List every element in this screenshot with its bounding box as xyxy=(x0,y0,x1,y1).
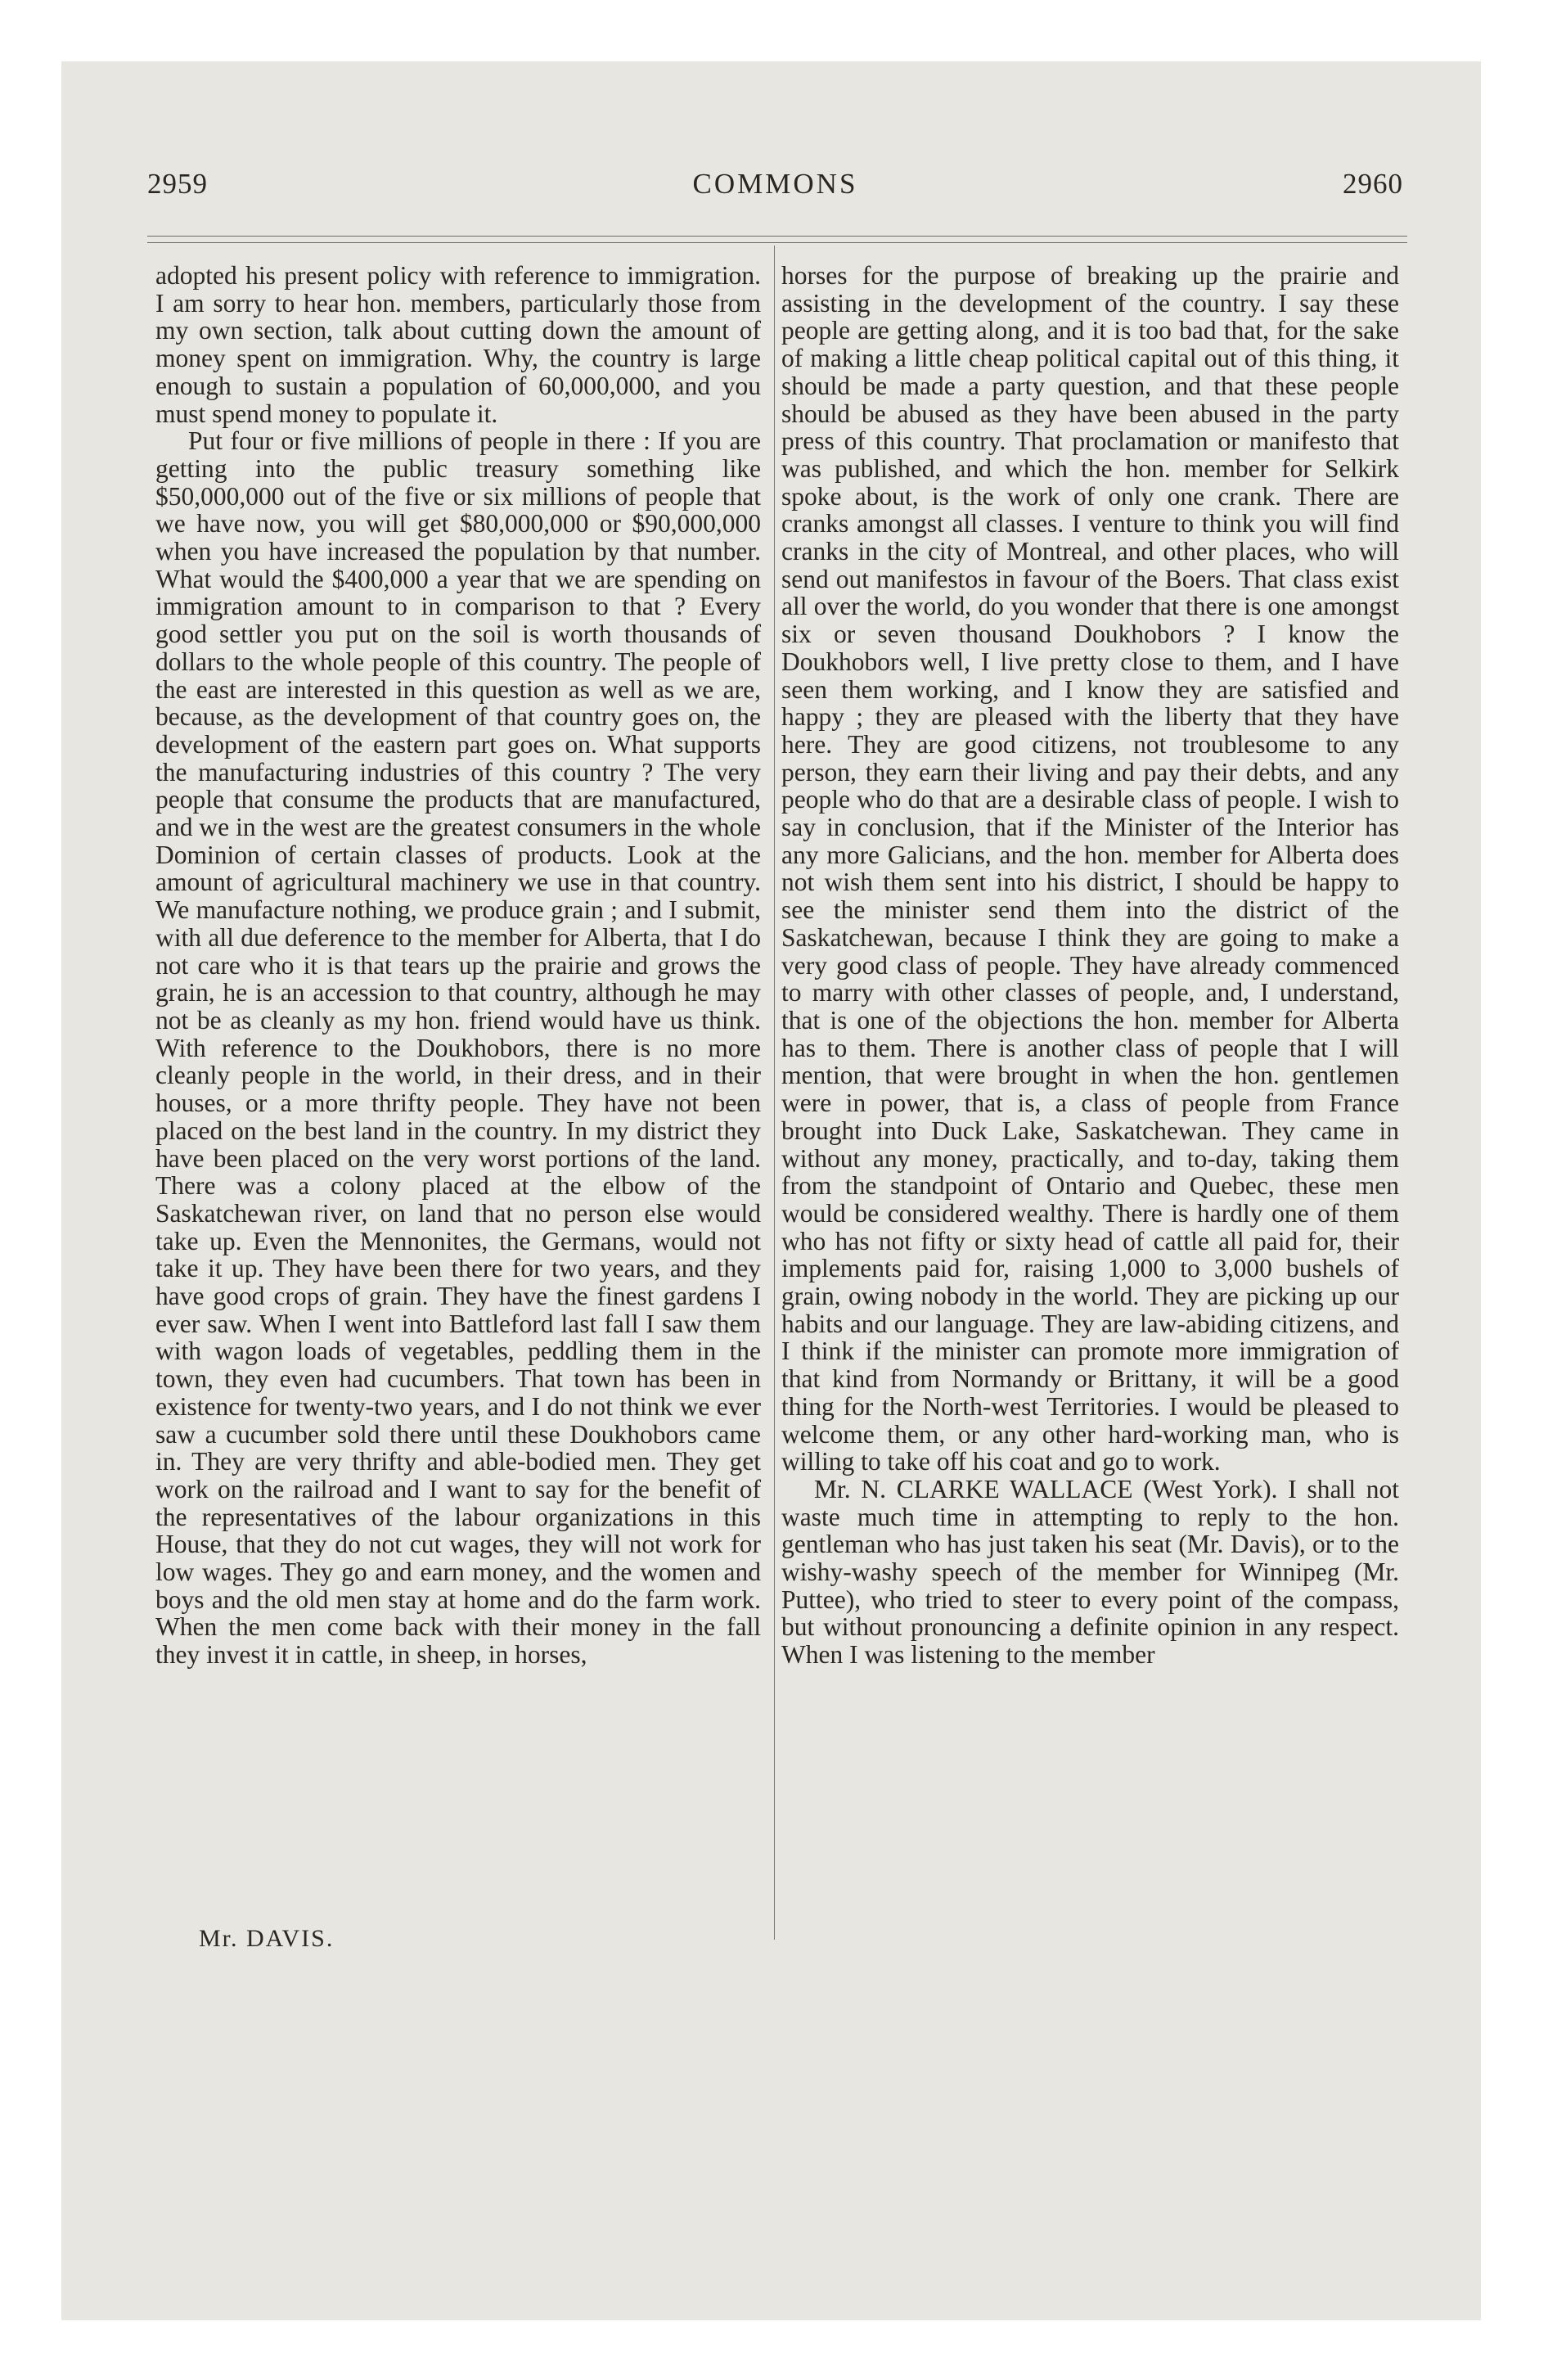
column-divider xyxy=(774,246,775,1940)
left-paragraph-2: Put four or five millions of people in there : If you are getting into the public treasury something like $50,000,000 out of the five or six millions of people that we have now, you will get $80,000,000 or $90,000,000 when you have increased the population by that number. What would the $400,000 a year that we are spending on immigration amount to in comparison to that ? Every good settler you put on the soil is worth thousands of dollars to the whole people of this country. The people of the east are interested in this question as well as we are, because, as the development of that country goes on, the development of the eastern part goes on. What supports the manufacturing industries of this country ? The very people that consume the products that are manufactured, and we in the west are the greatest consumers in the whole Dominion of certain classes of products. Look at the amount of agricultural machinery we use in that country. We manufacture nothing, we produce grain ; and I submit, with all due deference to the member for Alberta, that I do not care who it is that tears up the prairie and grows the grain, he is an accession to that country, although he may not be as cleanly as my hon. friend would have us think. With reference to the Doukhobors, there is no more cleanly people in the world, in their dress, and in their houses, or a more thrifty people. They have not been placed on the best land in the country. In my district they have been placed on the very worst portions of the land. There was a colony placed at the elbow of the Saskatchewan river, on land that no person else would take up. Even the Mennonites, the Germans, would not take it up. They have been there for two years, and they have good crops of grain. They have the finest gardens I ever saw. When I went into Battleford last fall I saw them with wagon loads of vegetables, peddling them in the town, they even had cucumbers. That town has been in existence for twenty-two years, and I do not think we ever saw a cucumber sold there until these Doukhobors came in. They are very thrifty and able-bodied men. They get work on the railroad and I want to say for the benefit of the representatives of the labour organizations in this House, that they do not cut wages, they will not work for low wages. They go and earn money, and the women and boys and the old men stay at home and do the farm work. When the men come back with their money in the fall they invest it in cattle, in sheep, in horses, xyxy=(155,426,761,1670)
page-header xyxy=(147,168,1403,209)
left-paragraph-1: adopted his present policy with reference to immigration. I am sorry to hear hon. members, particularly those from my own section, talk about cutting down the amount of money spent on immigration. Why, the country is large enough to sustain a population of 60,000,000, and you must spend money to populate it. xyxy=(155,261,761,428)
header-rule-bottom xyxy=(147,242,1407,243)
header-rule-top xyxy=(147,236,1407,237)
page-number-left: 2959 xyxy=(147,168,208,200)
right-column xyxy=(781,262,1399,1669)
footer-speaker-name: Mr. DAVIS. xyxy=(199,1925,335,1952)
page-number-right: 2960 xyxy=(1343,168,1403,200)
left-column xyxy=(155,262,761,1669)
right-paragraph-1: horses for the purpose of breaking up the prairie and assisting in the development of the country. I say these people are getting along, and it is too bad that, for the sake of making a little cheap political capital out of this thing, it should be made a party question, and that these people should be abused as they have been abused in the party press of this country. That proclamation or manifesto that was published, and which the hon. member for Selkirk spoke about, is the work of only one crank. There are cranks amongst all classes. I venture to think you will find cranks in the city of Montreal, and other places, who will send out manifestos in favour of the Boers. That class exist all over the world, do you wonder that there is one amongst six or seven thousand Doukhobors ? I know the Doukhobors well, I live pretty close to them, and I have seen them working, and I know they are satisfied and happy ; they are pleased with the liberty that they have here. They are good citizens, not troublesome to any person, they earn their living and pay their debts, and any people who do that are a desirable class of people. I wish to say in conclusion, that if the Minister of the Interior has any more Galicians, and the hon. member for Alberta does not wish them sent into his district, I should be happy to see the minister send them into the district of the Saskatchewan, because I think they are going to make a very good class of people. They have already commenced to marry with other classes of people, and, I understand, that is one of the objections the hon. member for Alberta has to them. There is another class of people that I will mention, that were brought in when the hon. gentlemen were in power, that is, a class of people from France brought into Duck Lake, Saskatchewan. They came in without any money, practically, and to-day, taking them from the standpoint of Ontario and Quebec, these men would be considered wealthy. There is hardly one of them who has not fifty or sixty head of cattle all paid for, their implements paid for, raising 1,000 to 3,000 bushels of grain, owing nobody in the world. They are picking up our habits and our language. They are law-abiding citizens, and I think if the minister can promote more immigration of that kind from Normandy or Brittany, it will be a good thing for the North-west Territories. I would be pleased to welcome them, or any other hard-working man, who is willing to take off his coat and go to work. xyxy=(781,261,1399,1476)
right-paragraph-2: Mr. N. CLARKE WALLACE (West York). I shall not waste much time in attempting to reply to the hon. gentleman who has just taken his seat (Mr. Davis), or to the wishy-washy speech of the member for Winnipeg (Mr. Puttee), who tried to steer to every point of the compass, but without pronouncing a definite opinion in any respect. When I was listening to the member xyxy=(781,1474,1399,1670)
running-head: COMMONS xyxy=(692,168,858,200)
